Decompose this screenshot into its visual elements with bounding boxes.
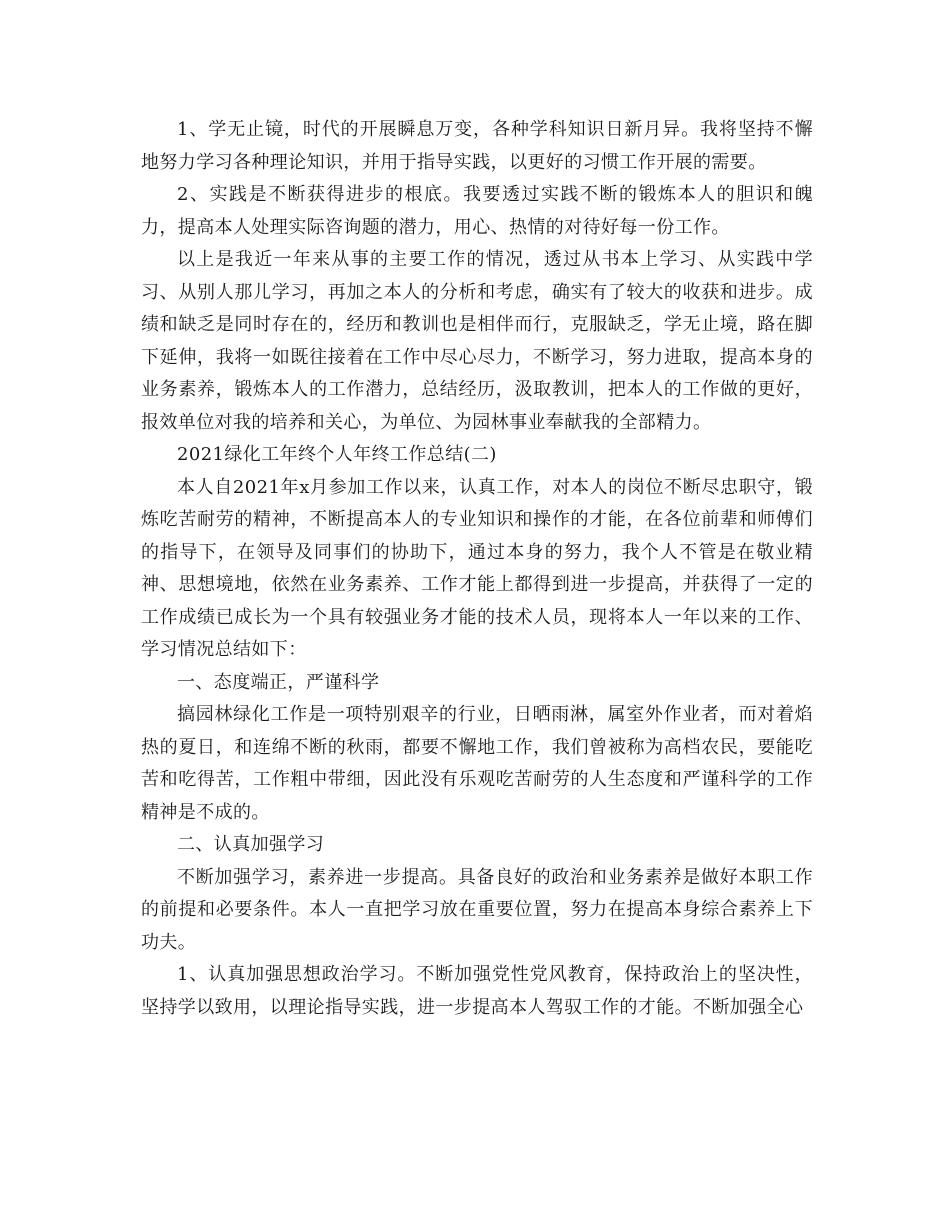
section-title: 2021绿化工年终个人年终工作总结(二) xyxy=(177,444,497,465)
paragraph-practice: 2、实践是不断获得进步的根底。我要透过实践不断的锻炼本人的胆识和魄力，提高本人处理实际咨询题的潜力，用心、热情的对待好每一份工作。 xyxy=(141,184,813,238)
heading-attitude: 一、态度端正，严谨科学 xyxy=(177,671,380,693)
paragraph-summary-conclusion: 以上是我近一年来从事的主要工作的情况，透过从书本上学习、从实践中学习、从别人那儿学习，再加之本人的分析和考虑，确实有了较大的收获和进步。成绩和缺乏是同时存在的，经历和教训也是相伴而行，克服缺乏，学无止境，路在脚下延伸，我将一如既往接着在工作中尽心尽力，不断学习，努力进取，提高本身的业务素养，锻炼本人的工作潜力，总结经历，汲取教训，把本人的工作做的更好，报效单位对我的培养和关心，为单位、为园林事业奉献我的全部精力。 xyxy=(141,249,813,433)
paragraph-introduction: 本人自2021年x月参加工作以来，认真工作，对本人的岗位不断尽忠职守，锻炼吃苦耐劳的精神，不断提高本人的专业知识和操作的才能，在各位前辈和师傅们的指导下，在领导及同事们的协助下，通过本身的努力，我个人不管是在敬业精神、思想境地，依然在业务素养、工作才能上都得到进一步提高，并获得了一定的工作成绩已成长为一个具有较强业务才能的技术人员，现将本人一年以来的工作、学习情况总结如下： xyxy=(141,476,813,660)
paragraph-political-study: 1、认真加强思想政治学习。不断加强党性党风教育，保持政治上的坚决性，坚持学以致用，以理论指导实践，进一步提高本人驾驭工作的才能。不断加强全心 xyxy=(141,964,813,1018)
paragraph-learning: 不断加强学习，素养进一步提高。具备良好的政治和业务素养是做好本职工作的前提和必要条件。本人一直把学习放在重要位置，努力在提高本身综合素养上下功夫。 xyxy=(141,866,813,953)
document-body xyxy=(141,114,813,1024)
heading-learning: 二、认真加强学习 xyxy=(177,834,325,855)
paragraph-study-theory: 1、学无止镜，时代的开展瞬息万变，各种学科知识日新月异。我将坚持不懈地努力学习各种理论知识，并用于指导实践，以更好的习惯工作开展的需要。 xyxy=(141,119,813,173)
paragraph-attitude: 搞园林绿化工作是一项特别艰辛的行业，日晒雨淋，属室外作业者，而对着焰热的夏日，和连绵不断的秋雨，都要不懈地工作，我们曾被称为高档农民，要能吃苦和吃得苦，工作粗中带细，因此没有乐观吃苦耐劳的人生态度和严谨科学的工作精神是不成的。 xyxy=(141,704,813,823)
